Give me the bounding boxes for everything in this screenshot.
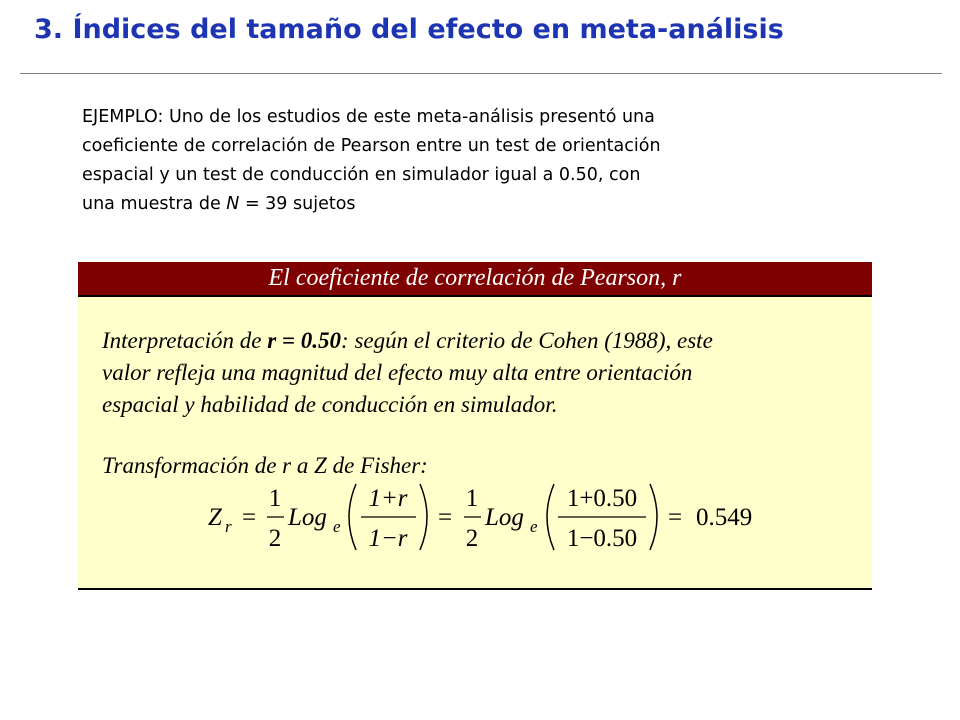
interpretation-text (102, 325, 862, 421)
formula-result: 0.549 (696, 504, 753, 531)
formula-paren-right-1 (420, 484, 427, 550)
formula-frac1-den: 1−r (368, 525, 408, 552)
example-line-4 (82, 190, 882, 219)
example-line-3: espacial y un test de conducción en simulador igual a 0.50, con (82, 165, 641, 185)
formula-frac2-num: 1+0.50 (566, 485, 638, 512)
formula-eq-1: = (242, 504, 257, 531)
formula-eq-3: = (668, 504, 683, 531)
formula-half-den-2: 2 (465, 525, 479, 552)
interpretation-line-1 (102, 325, 862, 357)
formula-paren-left-1 (349, 484, 356, 550)
pearson-box (78, 262, 872, 590)
formula-log-1: Log (288, 504, 327, 531)
r-value-emphasis: r = 0.50 (267, 328, 342, 353)
example-paragraph (82, 103, 882, 219)
formula-log-2: Log (485, 504, 524, 531)
formula-paren-left-2 (547, 484, 554, 550)
formula-log-sub-2: e (530, 517, 538, 536)
formula-frac2-den: 1−0.50 (566, 525, 638, 552)
example-line-2: coeficiente de correlación de Pearson entre un test de orientación (82, 136, 661, 156)
title-divider (20, 73, 942, 74)
fisher-z-formula (208, 480, 768, 554)
interpretation-prefix: Interpretación de (102, 328, 268, 353)
formula-log-sub-1: e (333, 517, 341, 536)
slide-title: 3. Índices del tamaño del efecto en meta-análisis (34, 14, 784, 45)
sample-size-value: = 39 sujetos (239, 194, 356, 214)
example-line-1: EJEMPLO: Uno de los estudios de este meta-análisis presentó una (82, 107, 655, 127)
formula-lhs-sub: r (225, 517, 232, 536)
header-divider (78, 295, 872, 297)
formula-lhs: Z (208, 504, 222, 531)
formula-half-num-2: 1 (465, 485, 479, 512)
fisher-label: Transformación de r a Z de Fisher: (102, 453, 428, 478)
formula-eq-2: = (438, 504, 453, 531)
interpretation-line-3: espacial y habilidad de conducción en simulador. (102, 392, 558, 417)
sample-size-prefix: una muestra de (82, 194, 227, 214)
formula-frac1-num: 1+r (368, 485, 408, 512)
formula-half-den-1: 2 (268, 525, 282, 552)
sample-size-symbol: N (226, 194, 240, 214)
formula-paren-right-2 (650, 484, 657, 550)
interpretation-suffix: : según el criterio de Cohen (1988), este (341, 328, 713, 353)
formula-half-num-1: 1 (268, 485, 282, 512)
interpretation-line-2: valor refleja una magnitud del efecto muy alta entre orientación (102, 360, 693, 385)
pearson-box-header: El coeficiente de correlación de Pearson, r (78, 262, 872, 295)
